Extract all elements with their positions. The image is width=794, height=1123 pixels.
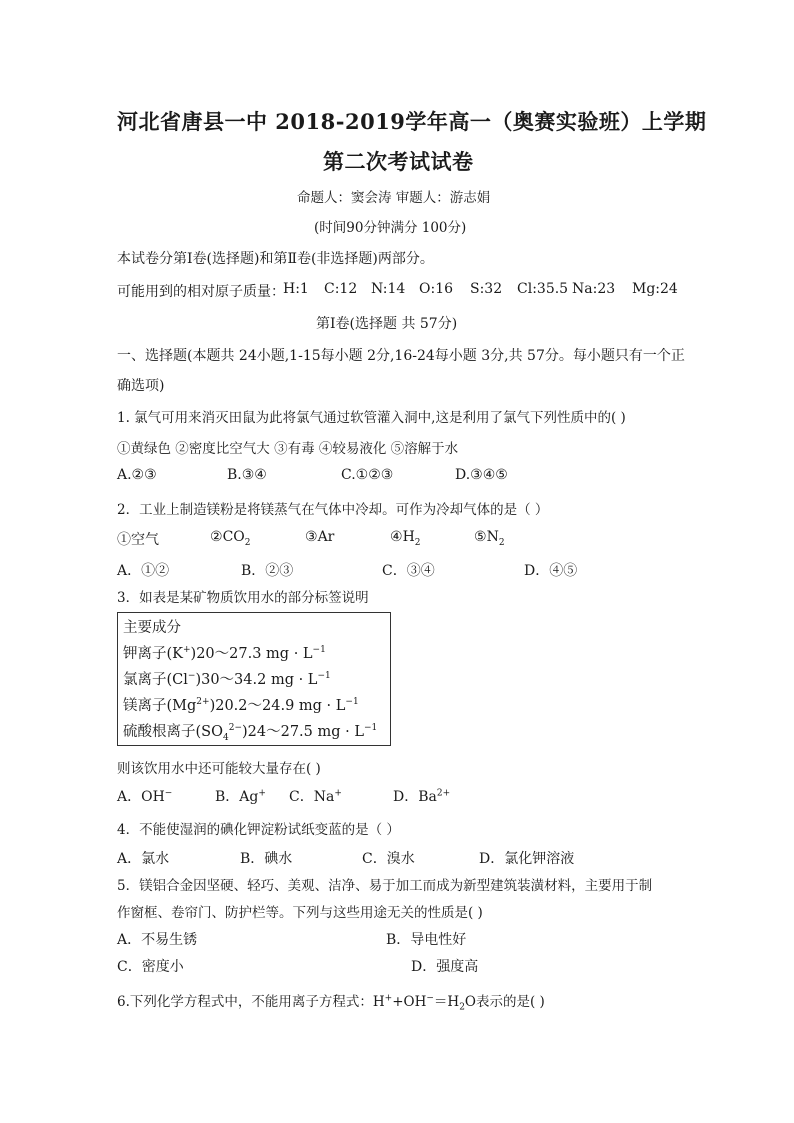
- q4-option-c: C．溴水: [362, 851, 415, 867]
- part1-title: 第Ⅰ卷(选择题 共 57分): [316, 316, 458, 332]
- table-row-sulfate: 硫酸根离子$(SO_4^{2-})24\sim 27.5$ mg · $L^{-1}$: [123, 723, 378, 743]
- q5-option-c: C．密度小: [117, 959, 184, 975]
- table-row-potassium: 钾离子(K+)20～27.3 mg · $L^{-1}$: [123, 645, 326, 662]
- q4-option-d: D．氯化钾溶液: [479, 851, 575, 867]
- q1-properties: ①黄绿色 ②密度比空气大 ③有毒 ④较易液化 ⑤溶解于水: [117, 441, 459, 457]
- q3-option-c: C．Na+: [289, 788, 342, 805]
- mineral-water-label-table: [117, 612, 391, 746]
- q4-option-b: B．碘水: [240, 851, 293, 867]
- table-row-magnesium: 镁离子$(Mg^{2+})20.2\sim 24.9$ mg · $L^{-1}$: [123, 697, 359, 714]
- time-line: (时间90分钟满分 100分): [314, 220, 467, 236]
- q2-option-a: A．①②: [117, 563, 170, 579]
- authors-line: 命题人：窦会涛 审题人：游志娟: [297, 190, 491, 206]
- q2-stem: 2．工业上制造镁粉是将镁蒸气在气体中冷却。可作为冷却气体的是（ ）: [117, 502, 549, 518]
- q2-gas-1: ①空气: [117, 532, 159, 548]
- atomic-mass-label: 可能用到的相对原子质量：: [117, 284, 285, 300]
- q3-option-a: A．OH−: [117, 788, 173, 805]
- exam-title-line1: 河北省唐县一中 2018-2019学年高一（奥赛实验班）上学期: [117, 109, 707, 134]
- q4-stem: 4．不能使湿润的碘化钾淀粉试纸变蓝的是（ ）: [117, 822, 400, 838]
- atomic-mass-line: [117, 281, 677, 301]
- q3-question: 则该饮用水中还可能较大量存在( ): [117, 761, 321, 777]
- q3-option-d: D．$Ba^{2+}$: [393, 788, 451, 805]
- q2-gas-4: $④H_2$: [390, 529, 421, 548]
- atomic-mass-h: H:1: [283, 281, 309, 297]
- table-header: 主要成分: [123, 620, 181, 636]
- q3-stem: 3．如表是某矿物质饮用水的部分标签说明: [117, 590, 369, 606]
- atomic-mass-na: Na:23: [572, 281, 616, 297]
- q1-option-c: C.①②③: [341, 467, 394, 483]
- atomic-mass-c: C:12: [324, 281, 358, 297]
- q1-option-a: A.②③: [117, 467, 157, 483]
- q1-option-d: D.③④⑤: [455, 467, 508, 483]
- section-heading-line1: 一、选择题(本题共 24小题,1-15每小题 2分,16-24每小题 3分,共 57分。每小题只有一个正: [117, 348, 685, 364]
- exam-title-line2: 第二次考试试卷: [323, 149, 474, 174]
- q6-stem: 6.下列化学方程式中，不能用离子方程式：$H^++OH^-=H_2O$表示的是( ): [117, 993, 545, 1013]
- table-row-chloride: 氯离子(Cl−)30～34.2 mg · $L^{-1}$: [123, 671, 331, 688]
- q2-option-c: C．③④: [382, 563, 435, 579]
- atomic-mass-cl: Cl:35.5: [517, 281, 569, 297]
- q2-option-b: B．②③: [241, 563, 294, 579]
- q3-option-b: B．Ag+: [215, 788, 266, 805]
- q1-option-b: B.③④: [227, 467, 267, 483]
- atomic-mass-mg: Mg:24: [632, 281, 678, 297]
- atomic-mass-o: O:16: [419, 281, 454, 297]
- atomic-mass-s: S:32: [470, 281, 503, 297]
- q5-stem-line2: 作窗框、卷帘门、防护栏等。下列与这些用途无关的性质是( ): [117, 905, 483, 921]
- q4-option-a: A．氯水: [117, 851, 170, 867]
- q2-option-d: D．④⑤: [524, 563, 578, 579]
- intro-line: 本试卷分第Ⅰ卷(选择题)和第Ⅱ卷(非选择题)两部分。: [117, 251, 434, 267]
- q2-gas-3: ③Ar: [305, 529, 335, 545]
- q2-gas-5: $⑤N_2$: [474, 529, 505, 548]
- section-heading-line2: 确选项): [117, 378, 165, 394]
- q5-option-b: B．导电性好: [386, 932, 467, 948]
- q5-option-a: A．不易生锈: [117, 932, 198, 948]
- atomic-mass-n: N:14: [371, 281, 406, 297]
- q2-gas-2: $②CO_2$: [210, 529, 251, 548]
- q5-option-d: D．强度高: [411, 959, 479, 975]
- q1-stem: 1. 氯气可用来消灭田鼠为此将氯气通过软管灌入洞中,这是利用了氯气下列性质中的( ): [117, 410, 626, 426]
- q5-stem-line1: 5．镁铝合金因坚硬、轻巧、美观、洁净、易于加工而成为新型建筑装潢材料，主要用于制: [117, 878, 653, 894]
